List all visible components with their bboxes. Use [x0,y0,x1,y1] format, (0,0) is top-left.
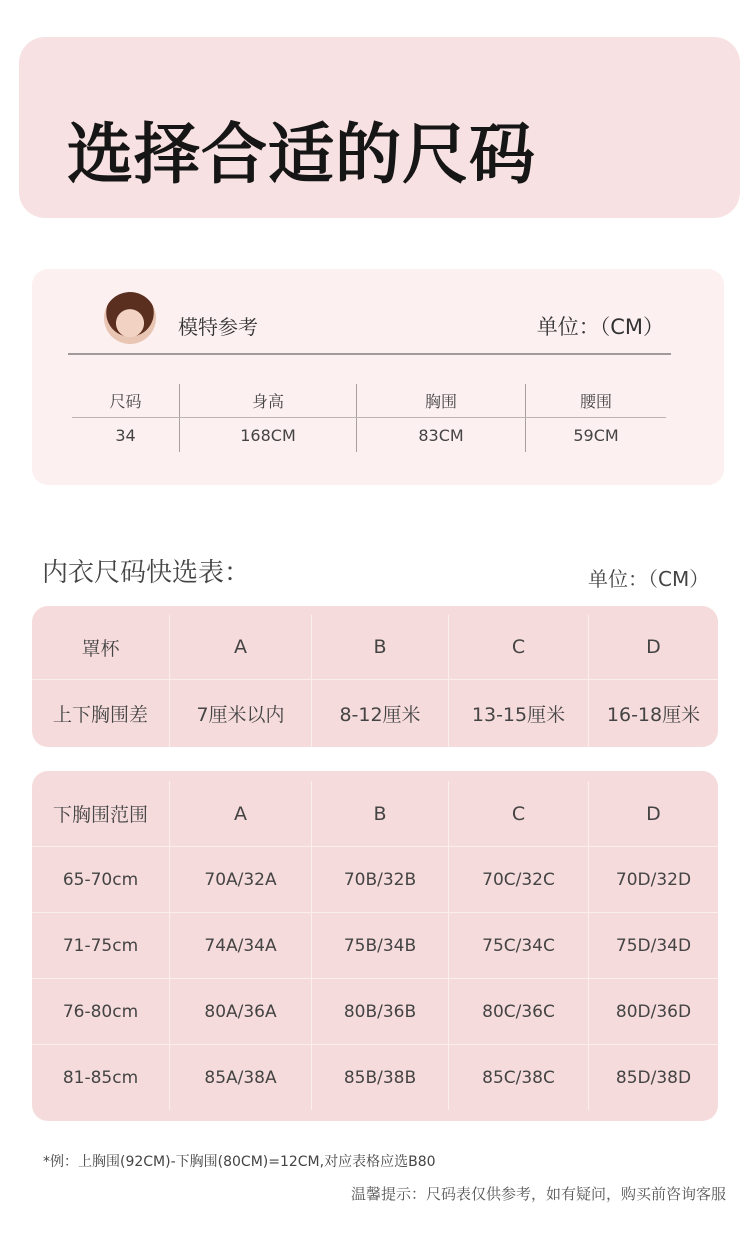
table-cell: 70A/32A [170,847,312,912]
size-table [32,771,718,1121]
table-cell: 80B/36B [312,979,449,1044]
header-bust: 胸围 [357,384,526,417]
table-cell: 85C/38C [449,1045,589,1110]
table-cell: 75C/34C [449,913,589,978]
table-cell: 85D/38D [615,1067,692,1088]
cup-table-row [32,679,718,747]
cup-table [32,606,718,747]
model-reference-card [32,269,724,485]
model-table-row [72,418,666,452]
tip-note: 温馨提示：尺码表仅供参考，如有疑问，购买前咨询客服 [350,1185,726,1203]
table-cell: 71-75cm [32,913,170,978]
size-table-header [32,771,718,846]
value-height: 168CM [180,418,357,452]
table-cell: A [170,781,312,846]
model-table [72,384,666,452]
table-cell: 80A/36A [170,979,312,1044]
example-note: *例：上胸围(92CM)-下胸围(80CM)=12CM,对应表格应选B80 [43,1154,436,1170]
cup-table-header [32,606,718,679]
table-cell: 75D/34D [615,935,692,956]
model-label: 模特参考 [178,315,258,339]
table-cell: 85B/38B [312,1045,449,1110]
header-size: 尺码 [72,384,180,417]
table-cell: 7厘米以内 [170,680,312,747]
value-size: 34 [72,418,180,452]
value-bust: 83CM [357,418,526,452]
table-cell: 70D/32D [615,869,692,890]
table-cell: B [312,781,449,846]
table-cell: 下胸围范围 [32,781,170,846]
table-cell: 81-85cm [32,1045,170,1110]
model-table-header [72,384,666,418]
table-cell: 16-18厘米 [606,704,701,726]
table-cell: D [646,802,661,825]
table-cell: B [312,615,449,679]
table-cell: 76-80cm [32,979,170,1044]
table-row [32,978,718,1044]
table-cell: 75B/34B [312,913,449,978]
title-banner [19,37,740,218]
table-cell: 80C/36C [449,979,589,1044]
table-row [32,846,718,912]
value-waist: 59CM [573,425,619,445]
table-cell: 80D/36D [615,1001,692,1022]
page-title: 选择合适的尺码 [67,116,536,193]
table-cell: 上下胸围差 [32,680,170,747]
header-waist: 腰围 [579,392,612,411]
table-cell: 13-15厘米 [449,680,589,747]
divider [68,353,671,355]
quick-select-unit: 单位：（CM） [588,567,710,591]
table-cell: D [646,636,661,658]
table-cell: 罩杯 [32,615,170,679]
table-row [32,1044,718,1110]
model-avatar [104,292,156,344]
table-cell: 65-70cm [32,847,170,912]
table-cell: 8-12厘米 [312,680,449,747]
table-cell: 74A/34A [170,913,312,978]
table-cell: A [170,615,312,679]
table-cell: 85A/38A [170,1045,312,1110]
header-height: 身高 [180,384,357,417]
quick-select-title: 内衣尺码快选表： [42,558,251,588]
table-cell: C [449,781,589,846]
table-cell: C [449,615,589,679]
table-cell: 70B/32B [312,847,449,912]
model-unit: 单位：（CM） [536,315,664,339]
table-cell: 70C/32C [449,847,589,912]
table-row [32,912,718,978]
